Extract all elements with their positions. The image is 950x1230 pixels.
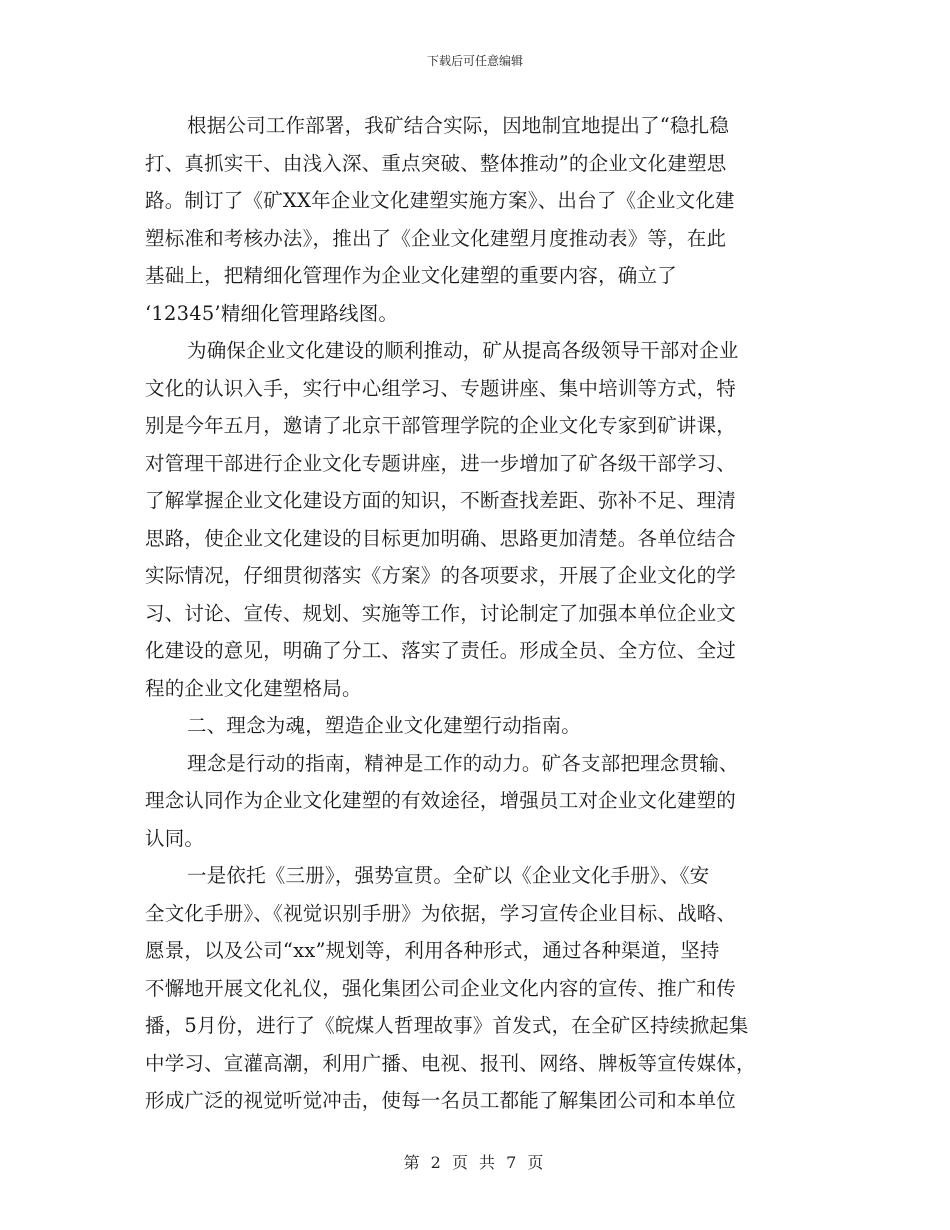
body-line: 对管理干部进行企业文化专题讲座，进一步增加了矿各级干部学习、 [145, 451, 737, 475]
document-body [145, 107, 800, 1120]
body-line: 化建设的意见，明确了分工、落实了责任。形成全员、全方位、全过 [145, 639, 737, 662]
page-header: 下载后可任意编辑 [426, 54, 523, 68]
section-heading: 二、理念为魂，塑造企业文化建塑行动指南。 [187, 714, 582, 737]
body-line: 文化的认识入手，实行中心组学习、专题讲座、集中培训等方式，特 [145, 376, 737, 400]
body-line: 一是依托《三册》，强势宣贯。全矿以《企业文化手册》、《安 [187, 864, 710, 887]
body-line: ‘12345’精细化管理路线图。 [145, 301, 399, 325]
body-line: 基础上，把精细化管理作为企业文化建塑的重要内容，确立了 [145, 264, 677, 287]
body-line: 全文化手册》、《视觉识别手册》为依据，学习宣传企业目标、战略、 [145, 901, 737, 925]
body-line: 为确保企业文化建设的顺利推动，矿从提高各级领导干部对企业 [187, 339, 739, 362]
body-line: 打、真抓实干、由浅入深、重点突破、整体推动”的企业文化建塑思 [145, 151, 727, 175]
body-line: 别是今年五月，邀请了北京干部管理学院的企业文化专家到矿讲课， [145, 414, 737, 437]
body-line: 形成广泛的视觉听觉冲击，使每一名员工都能了解集团公司和本单位 [145, 1089, 737, 1112]
body-line: 播，5月份，进行了《皖煤人哲理故事》首发式，在全矿区持续掀起集 [145, 1014, 749, 1037]
body-line: 了解掌握企业文化建设方面的知识，不断查找差距、弥补不足、理清 [145, 489, 737, 512]
body-line: 塑标准和考核办法》，推出了《企业文化建塑月度推动表》等，在此 [145, 226, 727, 250]
body-line: 路。制订了《矿XX年企业文化建塑实施方案》、出台了《企业文化建 [145, 189, 735, 212]
body-line: 实际情况，仔细贯彻落实《方案》的各项要求，开展了企业文化的学 [145, 564, 737, 587]
body-line: 思路，使企业文化建设的目标更加明确、思路更加清楚。各单位结合 [145, 526, 737, 550]
body-line: 理念认同作为企业文化建塑的有效途径，增强员工对企业文化建塑的 [145, 789, 737, 812]
page-number: 第 2 页 共 7 页 [403, 1153, 547, 1172]
body-line: 愿景，以及公司“xx”规划等，利用各种形式，通过各种渠道，坚持 [145, 939, 720, 962]
body-line: 中学习、宣灌高潮，利用广播、电视、报刊、网络、牌板等宣传媒体， [145, 1051, 756, 1075]
body-line: 习、讨论、宣传、规划、实施等工作，讨论制定了加强本单位企业文 [145, 601, 737, 625]
body-line: 程的企业文化建塑格局。 [145, 676, 362, 700]
body-line: 根据公司工作部署，我矿结合实际，因地制宜地提出了“稳扎稳 [187, 114, 730, 137]
body-line: 认同。 [145, 826, 205, 850]
body-line: 不懈地开展文化礼仪，强化集团公司企业文化内容的宣传、推广和传 [145, 976, 737, 1000]
body-line: 理念是行动的指南，精神是工作的动力。矿各支部把理念贯输、 [187, 751, 739, 775]
